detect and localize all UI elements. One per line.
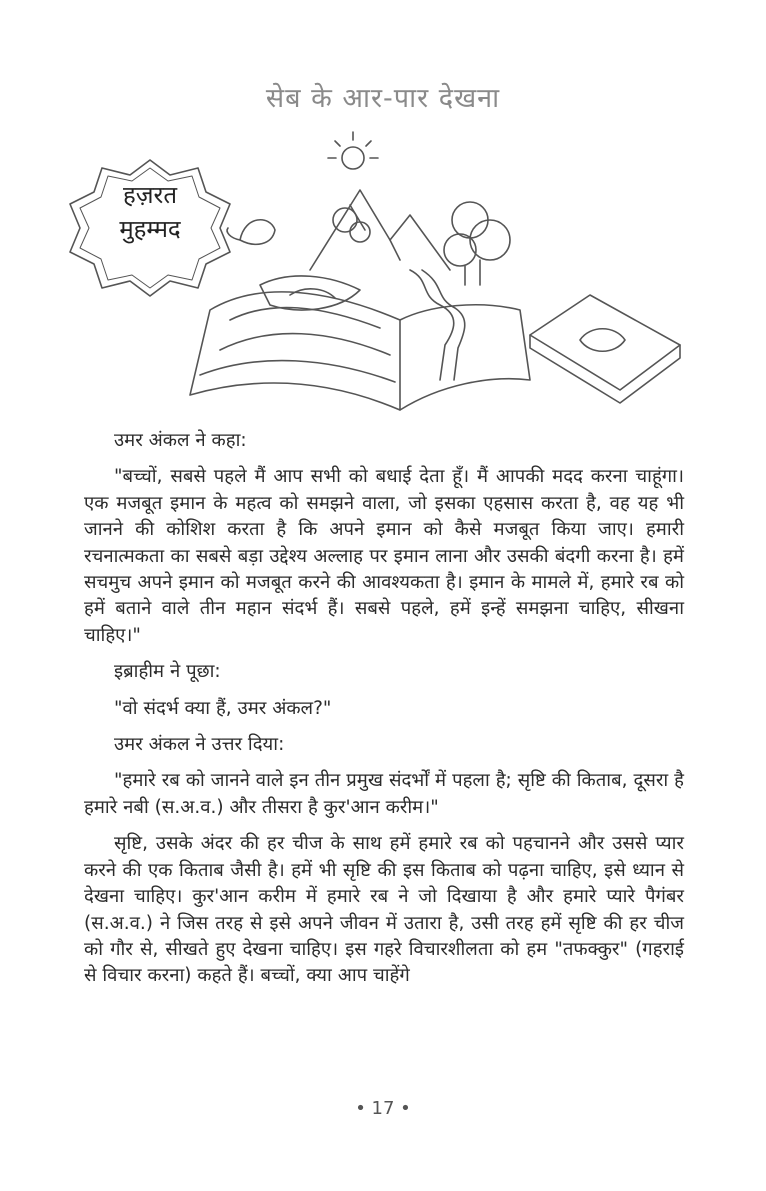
paragraph: सृष्टि, उसके अंदर की हर चीज के साथ हमें हमारे रब को पहचानने और उससे प्यार करने की एक किताब जैसी है। हमें भी सृष्टि की इस किताब को पढ़ना चाहिए, इसे ध्यान से देखना चाहिए। कुर'आन करीम में हमारे रब ने जो दिखाया है और हमारे प्यारे पैगंबर (स.अ.व.) ने जिस तरह से इसे अपने जीवन में उतारा है, उसी तरह हमें सृष्टि की हर चीज को गौर से, सीखते हुए देखना चाहिए। इस गहरे विचारशीलता को हम "तफक्कुर" (गहराई से विचार करना) कहते हैं। बच्चों, क्या आप चाहेंगे (84, 833, 684, 987)
open-book-illustration (60, 120, 700, 420)
body-text (84, 428, 684, 990)
paragraph: उमर अंकल ने कहा: (114, 430, 247, 451)
chapter-title: सेब के आर-पार देखना (265, 83, 501, 114)
badge-title (90, 178, 210, 246)
sun-icon (342, 147, 364, 169)
badge-line-2: मुहम्मद (119, 215, 181, 243)
page-number: • 17 • (355, 1098, 411, 1119)
paragraph: "हमारे रब को जानने वाले इन तीन प्रमुख संदर्भों में पहला है; सृष्टि की किताब, दूसरा है हमारे नबी (स.अ.व.) और तीसरा है कुर'आन करीम।" (84, 770, 684, 818)
paragraph: "वो संदर्भ क्या हैं, उमर अंकल?" (114, 697, 332, 719)
paragraph: "बच्चों, सबसे पहले मैं आप सभी को बधाई देता हूँ। मैं आपकी मदद करना चाहूंगा। एक मजबूत इमान के महत्व को समझने वाला, जो इसका एहसास करता है, वह यह भी जानने की कोशिश करता है कि अपने इमान को कैसे मजबूत किया जाए। हमारी रचनात्मकता का सबसे बड़ा उद्देश्य अल्लाह पर इमान लाना और उसकी बंदगी करना है। हमें सचमुच अपने इमान को मजबूत करने की आवश्यकता है। इमान के मामले में, हमारे रब को हमें बताने वाले तीन महान संदर्भ हैं। सबसे पहले, हमें इन्हें समझना चाहिए, सीखना चाहिए।" (84, 466, 684, 646)
paragraph: उमर अंकल ने उत्तर दिया: (114, 734, 285, 756)
badge-line-1: हज़रत (122, 181, 178, 209)
paragraph: इब्राहीम ने पूछा: (114, 661, 221, 683)
